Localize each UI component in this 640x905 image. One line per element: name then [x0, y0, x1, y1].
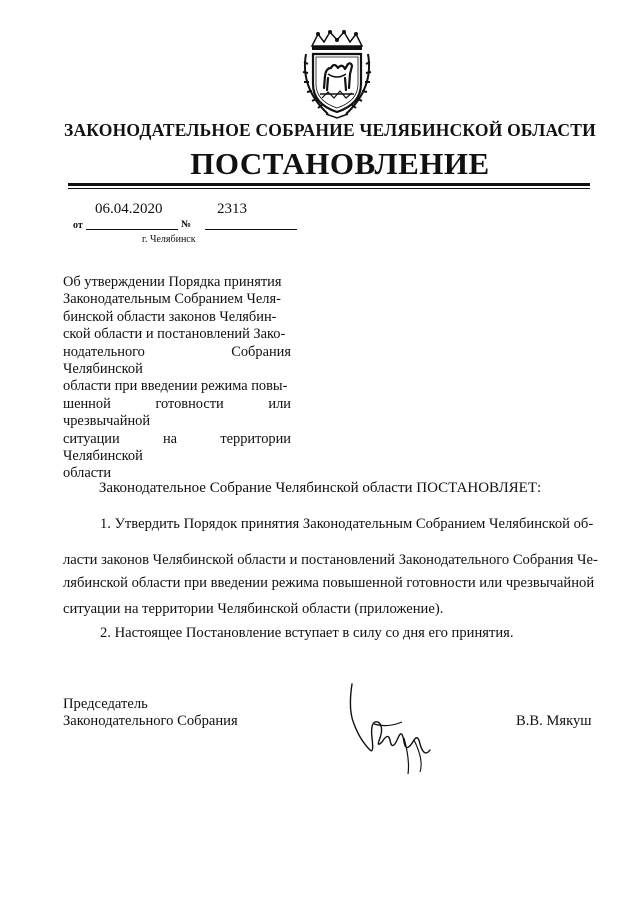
item-1-line: ситуации на территории Челябинской области (приложение). — [63, 601, 444, 617]
item-1-line: ласти законов Челябинской области и постановлений Законодательного Собрания Че- — [63, 552, 598, 568]
signer-position-line-1: Председатель — [63, 696, 148, 712]
subject-line: Законодательным Собранием Челя- — [63, 291, 281, 308]
subject-line: ситуации на территории Челябинской — [63, 430, 291, 465]
document-date: 06.04.2020 — [95, 201, 163, 217]
item-1-line: 1. Утвердить Порядок принятия Законодательным Собранием Челябинской об- — [100, 516, 594, 532]
signer-position-line-2: Законодательного Собрания — [63, 713, 238, 729]
number-underline — [205, 229, 297, 230]
date-label: от — [73, 220, 83, 231]
subject-line: области — [63, 465, 112, 482]
coat-of-arms-icon — [298, 28, 376, 120]
subject-line: бинской области законов Челябин- — [63, 308, 277, 325]
header-rule-thick — [68, 183, 590, 186]
document-subject — [63, 274, 291, 483]
city-label: г. Челябинск — [142, 234, 196, 245]
handwritten-signature-icon — [344, 680, 438, 776]
document-number: 2313 — [217, 201, 247, 217]
subject-line: ской области и постановлений Зако- — [63, 326, 286, 343]
subject-line: нодательного Собрания Челябинской — [63, 343, 291, 378]
item-2: 2. Настоящее Постановление вступает в силу со дня его принятия. — [100, 625, 514, 641]
signer-name: В.В. Мякуш — [516, 713, 592, 729]
subject-line: области при введении режима повы- — [63, 378, 288, 395]
subject-line: шенной готовности или чрезвычайной — [63, 395, 291, 430]
document-type-title: ПОСТАНОВЛЕНИЕ — [190, 146, 490, 181]
item-1-line: лябинской области при введении режима повышенной готовности или чрезвычайной — [63, 575, 595, 591]
header-rule-thin — [68, 188, 590, 189]
organization-name: ЗАКОНОДАТЕЛЬНОЕ СОБРАНИЕ ЧЕЛЯБИНСКОЙ ОБЛАСТИ — [64, 120, 596, 140]
date-underline — [86, 229, 178, 230]
resolution-preamble: Законодательное Собрание Челябинской области ПОСТАНОВЛЯЕТ: — [98, 480, 542, 496]
subject-line: Об утверждении Порядка принятия — [63, 274, 282, 290]
number-label: № — [181, 219, 192, 230]
